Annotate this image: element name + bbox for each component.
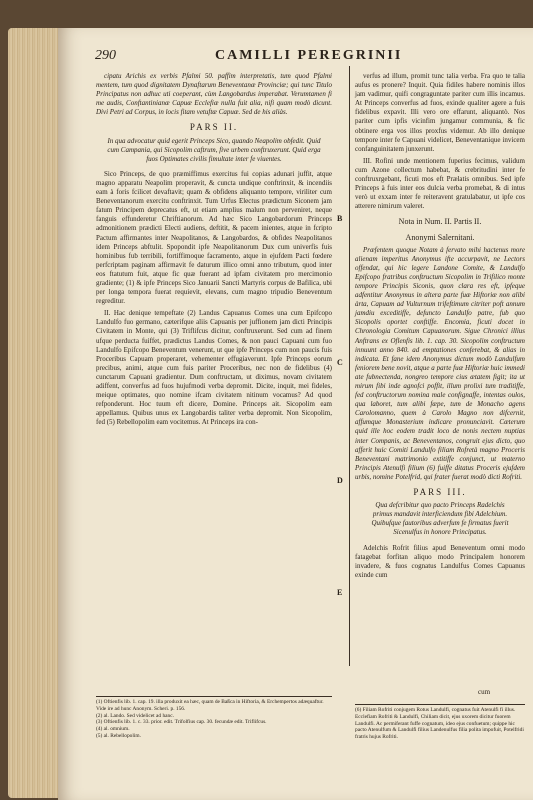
paragraph-ii: II. Hac denique tempeftate (2) Landus Capuanus Comes una cum Epifcopo Landulfo fuo germano, cæterifque aliis Capuanis per juffionem jam dicti Principis Civitatem in Monte, qui (3) Triflifcus dicitur, conftruxerunt. Sed cum ad finem ufque perducta fuiffet, prædictus Landus Comes, & non pauci Capuani cum fuo Landulfo Epifcopo Beneventum venerunt, ut que ipfe Princeps cum non paucis fuis Proceribus Capuam properaret, vehementer effugiaverunt. Ipfe Princeps eorum precibus, animi, atque cum fuis pariter Proceribus, nec non de fidelibus (4) cunctarum Capuani gradientur. Dum conftructam, ut diximus, novam civitatem adiffent, converfus ad fuos hujufmodi verba depromit. Dicite, inquit, mei fideles, meique optimates, quo nomine ifcam civitatem nitinum vocamus? Ad quod refponderunt. Hoc tuum eft dicere, Domine. Princeps ait. Sicopolim eam appellamus. Quibus unus ex Langobardis taliter verba depromit. Non Sicopolim, fed (5) Rebellopolim eam vocitemus. At Princeps ira con- — [96, 309, 332, 427]
left-opening-paragraph: cipatu Arichis ex verbis Pfalmi 50. paffim interpretatis, tum quod Pfalmi mentem, tum quod dignitatem Dynaftarum Beneventanæ Provinciæ; qui tunc Titulo Principatus non adhuc uti coeperant, cùm Langobardus imperabat. Verumtamen fi me audis, Conftantinianæ Capuæ Ecclefiæ nulla fuit alia, nifi quam modò dicunt. Divi Petri ad Corpus, in locis fitam vetuftæ Capuæ. Sed de his aliàs. — [96, 72, 332, 117]
right-opening-paragraph: verfus ad illum, promit tunc talia verba. Fra quo te talia aufus es pronere? Inquit. Quia fidiles habere nominis illos jam vadimur, quifi congraguntate pariter cum illis incamus. At Princeps converfus ad fuos, exinde qualiter agere a fuis fidelibus expavit. Illi vero ore effarunt, aliquantò. Nos pariter cum ipfis vicinfim jungamur communia, & fic obtinere erga vos illos proxfus videmur. Ab illo denique tempore inter fe Capuani videlicet, Beneventanique invicem confanguinitatem junxerunt. — [355, 72, 525, 153]
footnotes-right — [355, 704, 525, 741]
note-author: Anonymi Salernitani. — [405, 232, 475, 242]
paragraph-iii: III. Rofini unde mentionem fuperius fecimus, validum cum Azone collectum habebat, & crebritudini inter fe conftruxrgebant, ficuti mos eft Prælatis omnibus. Sed ipfe Princeps à fuis inter eos dulcia verba promebat, & di intus verò ut exxam inter fe reiteravent gratulabatur, ut ipfe cos atterere nimirum valeret. — [355, 156, 525, 211]
footnote: (1) Oftienfis lib. 1. cap. 19. illa produxit ea hæc, quam de Baßca in Hiftoria, & Erchempertos adæquaftur. Vide ire ad hunc Anonym. Scheri. p. 156. — [96, 699, 324, 712]
footnote: (5) al. Rebellopolim. — [96, 732, 141, 739]
page-number: 290 — [95, 48, 116, 63]
margin-letter-b: B — [337, 214, 343, 223]
page-title: CAMILLI PEREGRINII — [215, 48, 403, 63]
section-heading-pars-ii: PARS II. — [189, 122, 239, 133]
footnote: (6) Filiam Rofriti conjugem Rotus Landulfi, cognatus fuit Atenulfi fi illus. Ecclefiam Rofriti & Landulfi, Chiliam dicit, ejus uxorem dicitur fuorem Landulfi. Ac permiferant fuffe cognatum, ideo ejus confuetum; quippe hic pacto Atenulfum & Landulfi filius Landenulfus filia polita impofuit, Potelfridi fratris hujus Rofriti. — [355, 707, 524, 741]
paragraph-i-part-iii: Adelchis Rofrit filius apud Beneventum omni modo fatagebat forfitan aliquo modo Principalem honorem invadere, & fuos cognatus Landulfus Comes Capuanus exinde cum — [355, 543, 525, 579]
margin-letter-c: C — [337, 358, 343, 367]
margin-letter-e: E — [337, 588, 343, 597]
section-heading-pars-iii: PARS III. — [413, 487, 467, 498]
left-column — [96, 72, 332, 430]
footnote: (4) al. omnium. — [96, 726, 130, 733]
footnote: (3) Oftienfis lib. 1. c. 33. prior. edit. Trifolfius cap. 30. fecundæ edit. Triflifcus. — [96, 719, 267, 726]
footnote: (2) al. Lando. Sed videlicet ad hanc. — [96, 712, 174, 719]
section-argument: In qua advocatur quid egerit Princeps Sico, quando Neapolim obfedit. Quid cum Campania, qui Sicopolim caftrum, five urbem conftruxerunt. Quid erga fuos Optimates civilis fimultate inter fe viuentes. — [107, 136, 321, 163]
note-text: Præfentem quoque Notam à fervato mihi hactenus more alienam imperitus Anonymus ifte accurpavit, ne Lectors offendat, qui hic legere Landone Comite, & Landulfo Epifcopo fratribus conftructum Sicopolim in Trifilico monte tempore Principis Siconis, quon clara res eft, ipfeque adfentitur Anonymus in altera parte fuæ Hiftoriæ non alibi àrta, Capuam ad Vulturnum trifeftimum citriter poft annum jamdiu exceditiffe, defuncto Landulfo patre, fub quo Sicopolis oportet conftiffe. Encomia, ficuti docet in Chronologia Comitum Capuanorum. Sigue Chronici illius Anftrans ex Oflenfis lib. 1. cap. 30. Sicopolim conftructum innuunt anno 840. ad emptationes conferebat, & alias in indicata. Et fane idem Anonymus dictum modò Landulfum feniorem bene novit, atque a parte fuæ Hiftoriæ huic immedi ate fubnectenda, nongreo tempore cius ætatem figit; ita ut mirum fibi inde agnofci poffit, illum prolixi tum traditiffe, fed conftructorum nomina male confignaffe, intentas oulos, qua laboret, tum alibi fæpe, tum de Monacho agens Carolomanno, quem à Carolo Magno non difcernit, affumque Monasterium indicare pronunciavit. Cæterum quid ille hoc eodem tradit loco de nonis nectem nuptias inter Companis, ac Beneventanos, congruit ejus dicto, quo afferit huic Comiti Landulfo filiam Rofretà magno Proceris Beneventani matrimonio extitiffe conjunct, ut materno Principis Atenulfi filium (6) fuiffe ditatus Proceris ejufdem urbis, nomine Potelfrid, qui frater fuerat modò dicti Rofriti. — [355, 245, 525, 481]
footnotes-left — [96, 696, 332, 740]
catchword: cum — [478, 688, 491, 696]
section-argument-2: Qua defcribitur quo pacto Princeps Radelchis primus mandavit interficiendum fibi Adelchium. Quibufque fautoribus adverfum fe firmatus fuerit Sicenulfus in honore Principatus. — [371, 501, 509, 537]
paragraph-i: Sico Princeps, de quo præmiffimus exercitus fui copias adunari juffit, atque magno apparatu Neapolim properavit, & cuncta undique conftrinxit, & incendiis eam à foris fcilicet devaftavit; quam & obfidens aliquanto tempore, viriliter cum Beneventanorum exercitu conftrinxit. Tum Urfus Electus prædictum Siconem jam fatum Principem deprecatus eft, ut etiam amplius malum non perveniret, neque fanguis effunderetur Chriftianorum. Ad hæc Sico Langobardorum Princeps admonitionem prædicti Electi audiens, deftitit, & pacem inientes, atque in fcripto Pactum affirmantes inter Neapolitanos, & Langobardos, & obfides Neapolitanos idem Princeps abftulit. Spopondit ipfe Neapolitanorum Dux cum univerfis fuis hominibus fub terribili, fortiffimoque facramento, atque in ejufdem Pacti fœdere perfcriptam paginam affirmavit fe daturum illico omni anno tributum, quod inter eos ftatutum fuit, atque fic quæ fuerant ad ipfam civitatem pro mercimonio gradiente; (1) & ipfe Princeps Sico Januarii Sancti Martyris corpus de Bafilica, ubi per longa tempora fuerat requievit, elevans, cum magno tripudio Beneventum regreditur. — [96, 169, 332, 306]
margin-letters — [337, 0, 351, 800]
margin-letter-d: D — [337, 476, 343, 485]
right-column — [355, 72, 525, 583]
note-title: Nota in Num. II. Partis II. — [398, 217, 482, 227]
